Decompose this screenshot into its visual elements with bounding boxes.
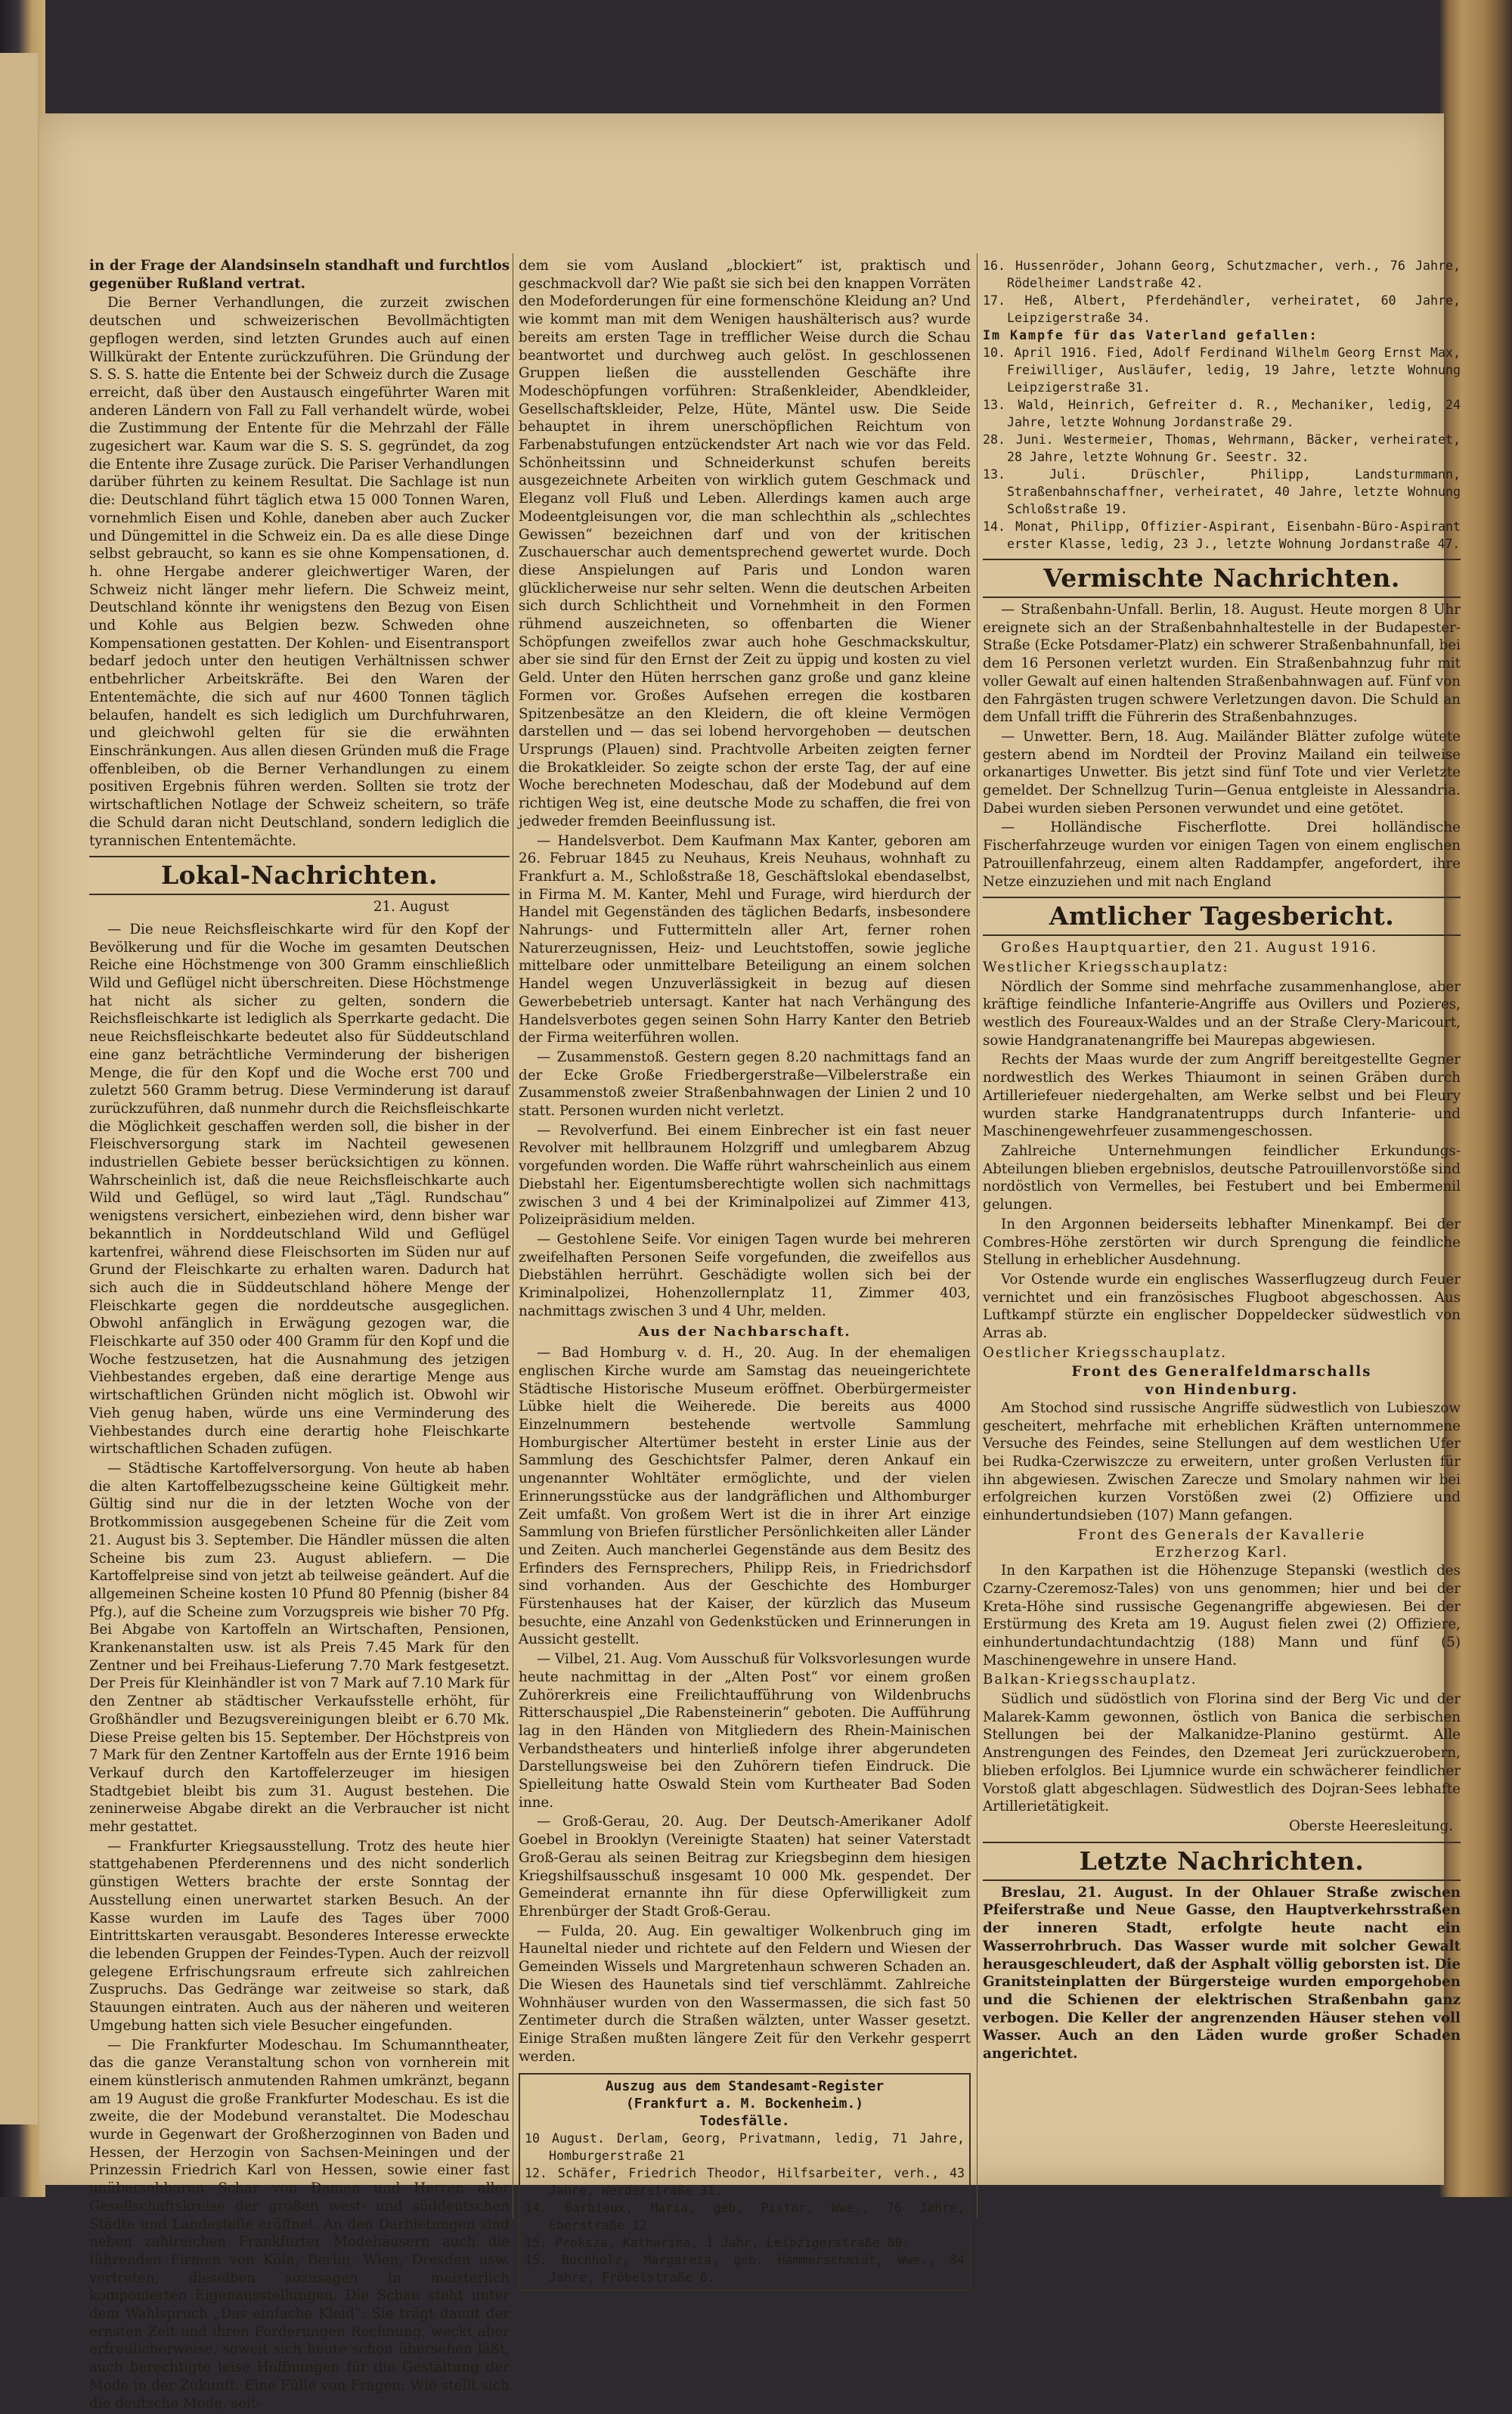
section-date: 21. August [373, 899, 449, 916]
report-front-subtitle: Erzherzog Karl. [1154, 1545, 1289, 1561]
fallen-entry: 13. Wald, Heinrich, Gefreiter d. R., Mechaniker, ledig, 24 Jahre, letzte Wohnung Jordanstraße 29. [983, 398, 1461, 429]
article-modeschau: — Die Frankfurter Modeschau. Im Schumanntheater, das die ganze Veranstaltung schon von vornherein mit einem künstlerisch anmutenden Rahmen umkränzt, begann am 19 August die große Frankfurter Modeschau. Es ist die zweite, die der Modebund veranstaltet. Die Modeschau wurde in Gegenwart der Großherzoginnen von Baden und Hessen, der Herzogin von Sachsen-Meiningen und der Prinzessin Friedrich Karl von Hessen, sowie einer fast unübersehbaren Schar von Damen und Herren aller Gesellschaftskreise der großen west- und süddeutschen Städte und Landesteile eröffnet. An den Darbietungen sind neben zahlreichen Frankfurter Modehäusern auch die führenden Firmen von Köln, Berlin, Wien, Dresden usw. vertreten, dieselben sozusagen in meisterlich komponierten Eigenausstellungen. Die Schau steht unter dem Wahlspruch „Das einfache Kleid“. Sie trägt damit der ernsten Zeit und ihren Forderungen Rechnung, weckt aber erfreulicherweise, soweit sich heute schon übersehen läßt, auch berechtigte leise Hoffnungen für die Gestaltung der Mode in der Zukunft. Eine Fülle von Fragen: Wie stellt sich die deutsche Mode, seit- [89, 2037, 510, 2412]
register-section: Todesfälle. [699, 2113, 790, 2130]
previous-page-edge [0, 53, 38, 2124]
fallen-entry: 14. Monat, Philipp, Offizier-Aspirant, Eisenbahn-Büro-Aspirant erster Klasse, ledig, 23 J., letzte Wohnung Jordanstraße 47. [983, 519, 1461, 551]
register-entry: 14. Barbieux, Maria, geb. Pistor, Wwe., 76 Jahre, Eberstraße 12 [525, 2201, 965, 2233]
column-3 [983, 257, 1461, 2065]
article-seife: — Gestohlene Seife. Vor einigen Tagen wurde bei mehreren zweifelhaften Personen Seife vorgefunden, die zweifellos aus Diebstählen herrührt. Geschädigte wollen sich bei der Kriminalpolizei, Hohenzollernplatz 11, Zimmer 403, nachmittags zwischen 3 und 4 Uhr, melden. [519, 1231, 971, 1319]
register-entry: 16. Hussenröder, Johann Georg, Schutzmacher, verh., 76 Jahre, Rödelheimer Landstraße 42. [983, 259, 1461, 290]
report-paragraph: Zahlreiche Unternehmungen feindlicher Erkundungs-Abteilungen blieben ergebnislos, deutsche Patrouillenvorstöße sind nordöstlich von Vermelles, bei Festubert und bei Embermenil gelungen. [983, 1142, 1461, 1213]
report-front-title: Front des Generals der Kavallerie [1077, 1526, 1366, 1543]
article-breslau: Breslau, 21. August. In der Ohlauer Straße zwischen Pfeiferstraße und Neue Gasse, den Hauptverkehrsstraßen der inneren Stadt, erfolgte heute nacht ein Wasserrohrbruch. Das Wasser wurde mit solcher Gewalt herausgeschleudert, daß der Asphalt völlig geborsten ist. Die Granitsteinplatten der Bürgersteige wurden emporgehoben und die Schienen der elektrischen Straßenbahn ganz verbogen. Die Keller der angrenzenden Häuser stehen voll Wasser. Auch an den Läden wurde großer Schaden angerichtet. [983, 1884, 1461, 2062]
report-paragraph: Vor Ostende wurde ein englisches Wasserflugzeug durch Feuer vernichtet und ein französisches Flugboot abgeschossen. Aus Luftkampf stürzte ein englischer Doppeldecker südwestlich von Arras ab. [983, 1271, 1461, 1342]
report-front-title: Front des Generalfeldmarschalls [1071, 1364, 1372, 1381]
report-paragraph: In den Karpathen ist die Höhenzuge Stepanski (westlich des Czarny-Czeremosz-Tales) von uns genommen; hier und bei der Kreta-Höhe sind russische Gegenangriffe abgewiesen. Bei der Erstürmung des Kreta am 19. August fielen zwei (2) Offiziere, einhundertundachtundachtzig (188) Mann und fünf (5) Maschinengewehre in unsere Hand. [983, 1563, 1461, 1669]
register-continued [983, 257, 1461, 553]
section-heading-vermischte: Vermischte Nachrichten. [983, 559, 1461, 598]
register-subtitle: (Frankfurt a. M. Bockenheim.) [625, 2096, 864, 2112]
article-kartoffelversorgung: — Städtische Kartoffelversorgung. Von heute ab haben die alten Kartoffelbezugsscheine keine Gültigkeit mehr. Gültig sind nur die in der letzten Woche von der Brotkommission ausgegebenen Scheine für die Zeit vom 21. August bis 3. September. Die Händler müssen die alten Scheine bis zum 23. August abliefern. — Die Kartoffelpreise sind von jetzt ab teilweise geändert. Auf die allgemeinen Scheine kosten 10 Pfund 80 Pfennig (bisher 84 Pfg.), auf die Scheine zum Vorzugspreis wie bisher 70 Pfg. Bei Abgabe von Kartoffeln an Wirtschaften, Pensionen, Krankenanstalten usw. ist als Preis 7.45 Mark für den Zentner und bei Freihaus-Lieferung 7.70 Mark festgesetzt. Der Preis für Kleinhändler ist von 7 Mark auf 7.10 Mark für den Zentner ab städtischer Verkaufsstelle erhöht, für Großhändler und Bezugsvereinigungen bleibt er 6.70 Mk. Diese Preise gelten bis 15. September. Der Höchstpreis von 7 Mark für den Zentner Kartoffeln aus der Ernte 1916 beim Verkauf durch den Kartoffelerzeuger im hiesigen Stadtgebiet bleibt bis zum 31. August bestehen. Die zeninerweise Abgabe direkt an die Verbraucher ist nicht mehr gestattet. [89, 1461, 510, 1836]
section-heading-lokal: Lokal-Nachrichten. [89, 856, 510, 895]
report-front-subtitle: von Hindenburg. [1145, 1382, 1299, 1399]
report-signature: Oberste Heeresleitung. [1288, 1818, 1453, 1834]
report-paragraph: Rechts der Maas wurde der zum Angriff bereitgestellte Gegner nordwestlich des Werkes Thiaumont in seinen Gräben durch Artilleriefeuer niedergehalten, am Werke selbst und bei Fleury wurden starke Handgranatentrupps durch Infanterie- und Maschinengewehrfeuer zusammengeschossen. [983, 1052, 1461, 1140]
register-entry: 17. Heß, Albert, Pferdehändler, verheiratet, 60 Jahre, Leipzigerstraße 34. [983, 293, 1461, 325]
report-paragraph: Nördlich der Somme sind mehrfache zusammenhanglose, aber kräftige feindliche Infanterie-Angriffe aus Ovillers und Pozieres, westlich des Foureaux-Waldes und an der Straße Clery-Maricourt, sowie Handgranatenangriffe bei Maurepas abgewiesen. [983, 978, 1461, 1049]
article-vilbel: — Vilbel, 21. Aug. Vom Ausschuß für Volksvorlesungen wurde heute nachmittag in der „Alten Post“ vor einem großen Zuhörerkreis eine Freilichtaufführung von Wildenbruchs Ritterschauspiel „Die Rabensteinerin“ geboten. Die Aufführung lag in den Händen von Mitgliedern des Rhein-Mainischen Verbandstheaters und hinterließ infolge ihrer abgerundeten Darstellungsweise bei den Zuhörern tiefen Eindruck. Die Spielleitung hatte Oswald Stein vom Kurtheater Bad Soden inne. [519, 1651, 971, 1811]
article-modeschau-continued: dem sie vom Ausland „blockiert“ ist, praktisch und geschmackvoll dar? Wie paßt sie sich bei den knappen Vorräten den Modeforderungen für eine formenschöne Kleidung an? Und wie kommt man mit dem Wenigen haushälterisch aus? wurde bereits am ersten Tage in trefflicher Weise durch die Schau beantwortet und durchweg auch gelöst. In geschlossenen Gruppen ließen die ausstellenden Geschäfte ihre Modeschöpfungen vorführen: Straßenkleider, Abendkleider, Gesellschaftskleider, Pelze, Hüte, Mäntel usw. Die Seide behauptet in ihrem unerschöpflichen Reichtum von Farbenabstufungen entzückendster Art nach wie vor das Feld. Schönheitssinn und Schneiderkunst schufen bereits ausgezeichnete Arbeiten von wirklich gutem Geschmack und Eleganz voll Fluß und Leben. Allerdings kamen auch arge Modeentgleisungen vor, die man schlechthin als „schlechtes Gewissen“ bezeichnen darf und von der kritischen Zuschauerschar auch dementsprechend gewertet wurde. Doch diese Anspielungen auf Paris und London waren glücklicherweise nur sehr selten. Wenn die deutschen Arbeiten sich durch Schlichtheit und Vornehmheit in den Formen rühmend auszeichneten, so offenbarten die Wiener Schöpfungen zweifellos zwar auch hohe Geschmackskultur, aber sie sind für den Ernst der Zeit zu üppig und kosten zu viel Geld. Unter den Hüten herrschen ganz große und ganz kleine Formen vor. Großes Aufsehen erregen die kostbaren Spitzenbesätze an den Kleidern, die oft kleine Vermögen darstellen und — das sei lobend hervorgehoben — deutschen Ursprungs (Plauen) sind. Prachtvolle Arbeiten zeigten ferner die Brokatkleider. So zeigte schon der erste Tag, der auf eine Woche berechneten Modeschau, daß der Modebund auf dem richtigen Weg ist, eine deutsche Mode zu schaffen, die frei von jedweder fremden Beeinflussung ist. [519, 258, 971, 829]
report-paragraph: Am Stochod sind russische Angriffe südwestlich von Lubieszow gescheitert, mehrfache mit erheblichen Kräften unternommene Versuche des Feindes, seine Stellungen auf dem westlichen Ufer bei Rudka-Czerwiszcze zu erweitern, unter großen Verlusten für ihn abgewiesen. Zwischen Zarecze und Smolary nahmen wir bei erfolgreichen kurzen Vorstößen zwei (2) Offiziere und einhundertundsieben (107) Mann gefangen. [983, 1399, 1461, 1524]
article-reichsfleischkarte: — Die neue Reichsfleischkarte wird für den Kopf der Bevölkerung und für die Woche im gesamten Deutschen Reiche eine Höchstmenge von 300 Gramm einschließlich Wild und Geflügel nicht überschreiten. Diese Höchstmenge hat nicht als sicher zu gelten, sondern die Reichsfleischkarte ist lediglich als Sperrkarte gedacht. Die neue Reichsfleischkarte bedeutet also für Süddeutschland eine ganz beträchtliche Verminderung der bisherigen Menge, die für den Kopf und die Woche erst 700 und zuletzt 560 Gramm betrug. Diese Verminderung ist darauf zurückzuführen, daß nunmehr durch die Reichsfleischkarte die Möglichkeit geschaffen werden soll, die bisher in der Fleischversorgung stark im Nachteil gewesenen industriellen Gebiete besser berücksichtigen zu können. Wahrscheinlich ist, daß die neue Reichsfleischkarte auch Wild und Geflügel, so wird laut „Tägl. Rundschau“ wenigstens versichert, einbeziehen wird, denn bisher war bekanntlich in Norddeutschland Wild und Geflügel kartenfrei, während diese Fleischsorten im Süden nur auf Grund der Fleischkarte zu erhalten waren. Dadurch hat sich auch die in Süddeutschland höhere Menge der Fleischkarte gegen die norddeutsche ausgeglichen. Obwohl anfänglich in Erwägung gezogen war, die Fleischkarte auf 350 oder 400 Gramm für den Kopf und die Woche festzusetzen, hat die Ausnahmung des jetzigen Viehbestandes ergeben, daß eine derartige Menge aus wirtschaftlichen Gründen nicht möglich ist. Obwohl wir Vieh genug haben, würde uns eine Verminderung des Viehbestandes durch eine derartig hohe Fleischkarte wirtschaftlichen Schaden zufügen. [89, 921, 510, 1458]
register-entry: 15. Buchholz, Margareta, geb. Hammerschmidt, Wwe., 34 Jahre, Fröbelstraße 6. [525, 2253, 965, 2285]
column-rule-2 [977, 253, 978, 2219]
report-paragraph: In den Argonnen beiderseits lebhafter Minenkampf. Bei der Combres-Höhe zerstörten wir durch Sprengung die feindliche Stellung in erheblicher Ausdehnung. [983, 1216, 1461, 1269]
register-entry: 15. Proksza, Katharina, 1 Jahr, Leipzigerstraße 80. [525, 2236, 910, 2251]
article-gross-gerau: — Groß-Gerau, 20. Aug. Der Deutsch-Amerikaner Adolf Goebel in Brooklyn (Vereinigte Staaten) hat seiner Vaterstadt Groß-Gerau als seinen Beitrag zur Kriegsbeginn dem hiesigen Kriegshilfsausschuß insgesamt 10 000 Mk. gespendet. Der Gemeinderat ernannte ihn für diese Opferwilligkeit zum Ehrenbürger der Stadt Groß-Gerau. [519, 1814, 971, 1920]
column-1 [89, 257, 510, 2414]
article-unwetter: — Unwetter. Bern, 18. Aug. Mailänder Blätter zufolge wütete gestern abend im Nordteil der Provinz Mailand ein teilweise orkanartiges Unwetter. Bis jetzt sind fünf Tote und vier Verletzte gemeldet. Der Schnellzug Turin—Genua entgleiste in Alessandria. Dabei wurden sieben Personen verwundet und eine getötet. [983, 728, 1461, 817]
fallen-entry: 13. Juli. Drüschler, Philipp, Landsturmmann, Straßenbahnschaffner, verheiratet, 40 Jahre, letzte Wohnung Schloßstraße 19. [983, 467, 1461, 516]
fallen-title: Im Kampfe für das Vaterland gefallen: [983, 328, 1318, 342]
report-east-title: Oestlicher Kriegsschauplatz. [983, 1344, 1228, 1361]
register-entry: 12. Schäfer, Friedrich Theodor, Hilfsarbeiter, verh., 43 Jahre, Werderstraße 31. [525, 2166, 965, 2199]
article-bad-homburg: — Bad Homburg v. d. H., 20. Aug. In der ehemaligen englischen Kirche wurde am Samstag das neueingerichtete Städtische Historische Museum eröffnet. Oberbürgermeister Lübke hielt die Weiherede. Die bereits aus 4000 Einzelnummern bestehende wertvolle Sammlung Homburgischer Altertümer besteht in erster Linie aus der Sammlung des Geschichtsfer Palmer, deren Ankauf ein ungenannter Wohltäter ermöglichte, und der vielen Erinnerungsstücke aus der landgräflichen und Althomburger Zeit umfaßt. Von großem Wert ist die in ihrer Art einzige Sammlung von Briefen fürstlicher Persönlichkeiten aller Länder und Zeiten. Auch mancherlei Gegenstände aus dem Besitz des Erfinders des Fernsprechers, Philipp Reis, in Friedrichsdorf sind vorhanden. Aus der Geschichte des Homburger Fürstenhauses hat der Kaiser, der kürzlich das Museum besuchte, eine Anzahl von Gedenkstücken und Erinnerungen in Aussicht gestellt. [519, 1345, 971, 1648]
standesamt-register-box [519, 2073, 971, 2291]
article-handelsverbot: — Handelsverbot. Dem Kaufmann Max Kanter, geboren am 26. Februar 1845 zu Neuhaus, Kreis Neuhaus, wohnhaft zu Frankfurt a. M., Schloßstraße 18, Geschäftslokal ebendaselbst, in Firma M. M. Kanter, Mehl und Furage, wird hierdurch der Handel mit Gegenständen des täglichen Bedarfs, insbesondere Nahrungs- und Futtermitteln aller Art, ferner rohen Naturerzeugnissen, Heiz- und Leuchtstoffen, sowie jegliche mittelbare oder unmittelbare Beteiligung an einem solchen Handel wegen Unzuverlässigkeit in bezug auf diesen Gewerbebetrieb untersagt. Kanter hat nach Verhängung des Handelsverbotes gegen seinen Sohn Harry Kanter den Betrieb der Firma weiterführen wollen. [519, 832, 971, 1046]
section-heading-letzte: Letzte Nachrichten. [983, 1842, 1461, 1881]
register-entry: 10 August. Derlam, Georg, Privatmann, ledig, 71 Jahre, Homburgerstraße 21 [525, 2131, 965, 2164]
section-heading-amtlich: Amtlicher Tagesbericht. [983, 897, 1461, 936]
fallen-entry: 28. Juni. Westermeier, Thomas, Wehrmann, Bäcker, verheiratet, 28 Jahre, letzte Wohnung Gr. Seestr. 32. [983, 432, 1461, 464]
article-fischerflotte: — Holländische Fischerflotte. Drei holländische Fischerfahrzeuge wurden vor einigen Tagen von einem englischen Patrouillenfahrzeug, einem alten Raddampfer, angefordert, ihre Netze einzuziehen und mit nach England [983, 820, 1461, 890]
article-strassenbahn-unfall: — Straßenbahn-Unfall. Berlin, 18. August. Heute morgen 8 Uhr ereignete sich an der Straßenbahnhaltestelle in der Budapester-Straße (Ecke Potsdamer-Platz) ein schwerer Straßenbahnunfall, bei dem 16 Personen verletzt wurden. Ein Straßenbahnzug fuhr mit voller Gewalt auf einen haltenden Straßenbahnwagen auf. Fünf von den Fahrgästen trugen schwere Verletzungen davon. Die Schuld an dem Unfall trifft die Führerin des Straßenbahnzuges. [983, 602, 1461, 726]
newspaper-page [39, 113, 1461, 2412]
article-berner-verhandlungen: Die Berner Verhandlungen, die zurzeit zwischen deutschen und schweizerischen Bevollmächtigten gepflogen werden, sind letzten Grundes auch auf einen Willkürakt der Entente zurückzuführen. Die Gründung der S. S. S. hatte die Entente bei der Schweiz durch die Zusage erreicht, daß über den Austausch eingeführter Waren mit anderen Ländern von Fall zu Fall verhandelt würde, wobei die Zustimmung der Entente für die Mehrzahl der Fälle zugesichert war. Kaum war die S. S. S. gegründet, da zog die Entente ihre Zusage zurück. Die Pariser Verhandlungen darüber führten zu keinem Resultat. Die Sachlage ist nun die: Deutschland führt täglich etwa 15 000 Tonnen Waren, vornehmlich Eisen und Kohle, daneben aber auch Zucker und Düngemittel in die Schweiz ein. Da es alle diese Dinge selbst gebraucht, so kann es sie ohne Kompensationen, d. h. ohne Hergabe anderer gleichwertiger Waren, der Schweiz nicht länger mehr liefern. Die Schweiz meint, Deutschland könnte ihr wenigstens den Bezug von Eisen und Kohle aus Belgien bezw. Schweden ohne Kompensationen gestatten. Der Kohlen- und Eisentransport bedarf jedoch unter den heutigen Verhältnissen schwer entbehrlicher Arbeitskräfte. Bei den Waren der Ententemächte, die sich auf nur 4600 Tonnen täglich belaufen, handelt es sich lediglich um Durchfuhrwaren, und gleichwohl gelten für sie die erwähnten Einschränkungen. Aus allen diesen Gründen muß die Frage offenbleiben, ob die Berner Verhandlungen zu einem positiven Ergebnis führen werden. Sollten sie trotz der wirtschaftlichen Notlage der Schweiz scheitern, so träfe die Schuld daran nicht Deutschland, sondern lediglich die tyrannischen Ententemächte. [89, 295, 510, 849]
article-revolverfund: — Revolverfund. Bei einem Einbrecher ist ein fast neuer Revolver mit hellbraunem Holzgriff und umlegbarem Abzug vorgefunden worden. Die Waffe rührt wahrscheinlich aus einem Diebstahl her. Eigentumsberechtigte wollen sich nachmittags zwischen 3 und 4 bei der Kriminalpolizei auf Zimmer 413, Polizeipräsidium melden. [519, 1122, 971, 1229]
report-intro: Großes Hauptquartier, den 21. August 1916. [1001, 940, 1378, 956]
article-continuation: in der Frage der Alandsinseln standhaft und furchtlos gegenüber Rußland vertrat. [89, 258, 510, 292]
fallen-entry: 10. April 1916. Fied, Adolf Ferdinand Wilhelm Georg Ernst Max, Freiwilliger, Ausläufer, ledig, 19 Jahre, letzte Wohnung Leipzigerstraße 31. [983, 346, 1461, 395]
article-fulda: — Fulda, 20. Aug. Ein gewaltiger Wolkenbruch ging im Hauneltal nieder und richtete auf den Feldern und Wiesen der Gemeinden Wissels und Margretenhaun schweren Schaden an. Die Wiesen des Haunetals sind tief verschlämmt. Zahlreiche Wohnhäuser wurden von den Wassermassen, die sich fast 50 Zentimeter durch die Straßen wälzten, unter Wasser gesetzt. Einige Straßen mußten längere Zeit für den Verkehr gesperrt werden. [519, 1923, 971, 2065]
article-kriegsausstellung: — Frankfurter Kriegsausstellung. Trotz des heute hier stattgehabenen Pferderennens und des nicht sonderlich günstigen Wetters brachte der erste Sonntag der Ausstellung einen unerwartet starken Besuch. An der Kasse wurden im Laufe des Tages über 7000 Eintrittskarten verausgabt. Besonderes Interesse erweckte die lebenden Gruppen der Feindes-Typen. Auch der reizvoll gelegene Erfrischungsraum erfreute sich zahlreichen Zuspruchs. Das Gedränge war zeitweise so stark, daß Stauungen eintraten. Auch aus der näheren und weiteren Umgebung hatten sich viele Besucher eingefunden. [89, 1838, 510, 2034]
column-2 [519, 257, 971, 2298]
subheading-nachbarschaft: Aus der Nachbarschaft. [638, 1324, 851, 1340]
report-west-title: Westlicher Kriegsschauplatz: [983, 959, 1229, 975]
register-title: Auszug aus dem Standesamt-Register [605, 2078, 885, 2095]
report-balkan-title: Balkan-Kriegsschauplatz. [983, 1672, 1198, 1688]
article-zusammenstoss: — Zusammenstoß. Gestern gegen 8.20 nachmittags fand an der Ecke Große Friedbergerstraße—Vilbelerstraße ein Zusammenstoß zweier Straßenbahnwagen der Linien 2 und 10 statt. Personen wurden nicht verletzt. [519, 1049, 971, 1120]
report-paragraph: Südlich und südöstlich von Florina sind der Berg Vic und der Malarek-Kamm gewonnen, östlich von Banica die serbischen Stellungen bei der Malkanidze-Planino gestürmt. Alle Anstrengungen des Feindes, den Dzemeat Jeri zurückzuerobern, blieben erfolglos. Bei Ljumnice wurde ein schwächerer feindlicher Vorstoß glatt abgeschlagen. Südwestlich des Dojran-Sees lebhafte Artillerietätigkeit. [983, 1691, 1461, 1815]
